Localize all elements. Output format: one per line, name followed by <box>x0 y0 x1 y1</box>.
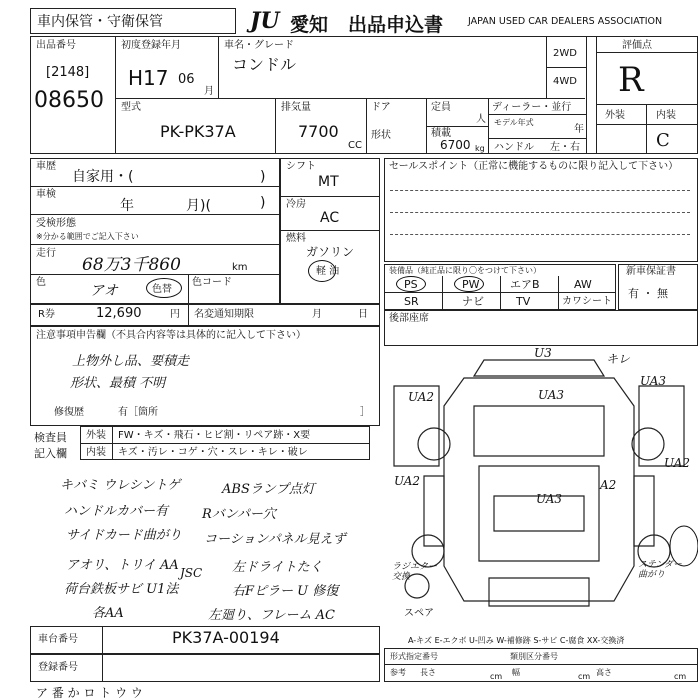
registration-number-row <box>30 654 380 682</box>
equipment-label: 装備品（純正品に限り〇をつけて下さい） <box>389 266 541 275</box>
equipment-item-pw: PW <box>462 278 480 291</box>
remarks-brace: JSC <box>180 566 203 580</box>
score-value: R <box>618 60 644 100</box>
inspector-interior-items: キズ・汚レ・コゲ・穴・スレ・キレ・破レ <box>118 447 308 458</box>
handle-label: ハンドル <box>494 142 534 153</box>
color-change: 色替 <box>152 284 172 295</box>
remark-8: 左ドライトたく <box>232 560 323 575</box>
damage-mark-kire: キレ <box>606 352 630 366</box>
mileage-label: 走行 <box>36 248 56 259</box>
damage-mark-ua2-side: UA2 <box>394 474 421 488</box>
remark-4: Rバンパー穴 <box>202 507 276 522</box>
lot-number: 08650 <box>34 88 104 113</box>
model-year-label: モデル年式 <box>494 118 534 127</box>
notes-line-1: 上物外し品、要積走 <box>72 354 190 369</box>
registration-year: H17 <box>128 66 169 90</box>
width-label: 幅 <box>512 668 520 677</box>
registration-number-label: 登録番号 <box>38 662 78 673</box>
handle-options: 左・右 <box>550 142 580 153</box>
chassis-label: 車台番号 <box>38 634 78 645</box>
ju-logo: JU <box>250 8 280 34</box>
remark-1: キバミ ウレシントゲ <box>60 478 181 493</box>
remark-12: 左廻り、フレーム AC <box>208 608 335 623</box>
category-number-label: 類別区分番号 <box>510 652 558 661</box>
tax-label: R券 <box>38 309 55 320</box>
storage-note: 車内保管・守衛保管 <box>37 14 163 30</box>
org-name: 愛知 <box>290 14 329 36</box>
width-unit: cm <box>578 672 591 681</box>
equipment-item-navi: ナビ <box>462 295 484 308</box>
repair-value: 有［箇所 <box>118 407 158 418</box>
equipment-item-leather: カワシート <box>562 296 612 307</box>
remark-6: コーションパネル見えず <box>204 532 346 547</box>
aircon-value: AC <box>320 210 340 226</box>
name-change-month: 月 <box>312 309 322 320</box>
year-unit: 年 <box>574 124 584 135</box>
remark-10: 右Fピラー U 修復 <box>232 584 339 599</box>
load-label: 積載 <box>431 128 451 139</box>
pw-circle <box>454 276 484 292</box>
dealer-label: ディーラー・並行 <box>492 102 572 113</box>
damage-mark-ua3-right: UA3 <box>640 374 667 388</box>
inspector-interior-label: 内装 <box>86 447 106 458</box>
length-unit: cm <box>490 672 503 681</box>
remark-7: アオリ、トリイ AA <box>66 558 179 573</box>
fuel-other: 軽 油 <box>316 266 340 277</box>
damage-mark-ua2-left: UA2 <box>408 390 435 404</box>
sales-point-label: セールスポイント（正常に機能するものに限り記入して下さい） <box>389 161 679 172</box>
color-change-circle <box>146 278 182 298</box>
score-label: 評価点 <box>622 40 652 51</box>
load-value: 6700 <box>440 138 471 152</box>
model-value: PK-PK37A <box>160 122 236 141</box>
damage-mark-u3: U3 <box>534 346 552 360</box>
inspector-exterior-label: 外装 <box>86 430 106 441</box>
mileage-value: 68万3千860 <box>82 255 181 275</box>
rear-seat-box <box>384 310 698 346</box>
storage-note-box <box>30 8 236 34</box>
load-unit: kg <box>475 144 485 153</box>
damage-mark-ua3-front: UA3 <box>538 388 565 402</box>
tax-value: 12,690 <box>96 306 142 321</box>
fuel-label: 燃料 <box>286 233 306 244</box>
repair-label: 修復歴 <box>54 407 84 418</box>
drive-4wd: 4WD <box>553 76 577 87</box>
fuel-circle <box>308 260 336 282</box>
drive-2wd: 2WD <box>553 48 577 59</box>
remark-9: 荷台鉄板サビ U1法 <box>64 582 179 597</box>
reference-label: 参考 <box>390 668 406 677</box>
spare-label: スペア <box>404 608 434 619</box>
damage-mark-radiator: ラジエター交換 <box>392 562 438 582</box>
form-title: 出品申込書 <box>348 14 444 36</box>
door-label: ドア <box>371 102 391 113</box>
registration-label: 初度登録年月 <box>121 40 181 51</box>
history-value: 自家用・( <box>72 169 134 185</box>
color-code-label: 色コード <box>192 277 232 288</box>
damage-mark-fender: ステンダー曲がり <box>638 560 683 580</box>
top-grid <box>30 36 698 154</box>
height-label: 高さ <box>596 668 612 677</box>
exterior-score-label: 外装 <box>605 110 625 121</box>
equipment-item-aw: AW <box>574 278 592 291</box>
equipment-item-ps: PS <box>404 278 418 291</box>
color-value: アオ <box>90 283 118 299</box>
ps-circle <box>396 276 426 292</box>
capacity-label: 定員 <box>431 102 451 113</box>
notes-label: 注意事項申告欄（不具合内容等は具体的に記入して下さい） <box>36 330 306 341</box>
repair-close: ］ <box>360 407 370 418</box>
type-number-label: 形式指定番号 <box>390 652 438 661</box>
inspector-exterior-items: FW・キズ・飛石・ヒビ割・リペア跡・X要 <box>118 430 311 441</box>
inspection-year: 年 <box>120 198 134 214</box>
color-label: 色 <box>36 277 46 288</box>
interior-score-label: 内装 <box>656 110 676 121</box>
model-label: 型式 <box>121 102 141 113</box>
remark-3: ハンドルカバー有 <box>64 504 169 519</box>
car-name-label: 車名・グレード <box>224 40 294 51</box>
inspection-label: 車検 <box>36 189 56 200</box>
car-name: コンドル <box>232 55 297 74</box>
capacity-unit: 人 <box>476 114 486 125</box>
shape-label: 形状 <box>371 130 391 141</box>
inspection-month: 月)( <box>186 198 211 214</box>
damage-mark-ua3-bed: UA3 <box>536 492 563 506</box>
equipment-item-tv: TV <box>516 295 531 308</box>
name-change-label: 名変通知期限 <box>194 309 254 320</box>
shift-value: MT <box>318 174 339 190</box>
receipt-label: 受検形態 <box>36 218 76 229</box>
inspection-close: ) <box>260 195 266 211</box>
sales-point-box <box>384 158 698 262</box>
chassis-value: PK37A-00194 <box>172 628 280 647</box>
mileage-unit: km <box>232 262 248 273</box>
remark-2: ABSランプ点灯 <box>222 482 315 497</box>
length-label: 長さ <box>420 668 436 677</box>
rear-seat-label: 後部座席 <box>389 313 429 324</box>
remark-5: サイドカード曲がり <box>66 528 182 543</box>
inspector-label: 検査員記入欄 <box>34 431 67 460</box>
damage-mark-a2: A2 <box>600 478 617 492</box>
equipment-item-airbag: エアB <box>510 278 540 291</box>
history-close: ) <box>260 169 266 185</box>
aircon-label: 冷房 <box>286 199 306 210</box>
notes-line-2: 形状、最積 不明 <box>70 376 166 391</box>
interior-score-value: C <box>656 130 670 151</box>
tax-unit: 円 <box>170 309 180 320</box>
receipt-note: ※分かる範囲でご記入下さい <box>36 232 139 241</box>
displacement-unit: CC <box>348 140 362 151</box>
warranty-value: 有 ・ 無 <box>628 287 668 300</box>
height-unit: cm <box>674 672 687 681</box>
name-change-day: 日 <box>358 309 368 320</box>
history-label: 車歴 <box>36 161 56 172</box>
displacement-value: 7700 <box>298 122 339 141</box>
equipment-item-sr: SR <box>404 295 419 308</box>
shift-label: シフト <box>286 161 316 172</box>
registration-month: 06 <box>178 72 195 87</box>
warranty-label: 新車保証書 <box>626 266 676 277</box>
damage-legend: A-キズ E-エクボ U-凹み W-補修跡 S-サビ C-腐食 XX-交換済 <box>408 636 625 645</box>
lot-label: 出品番号 <box>36 40 76 51</box>
remark-11: 各AA <box>92 606 124 621</box>
damage-mark-ua2-right: UA2 <box>664 456 691 470</box>
association-name: JAPAN USED CAR DEALERS ASSOCIATION <box>468 16 663 27</box>
fuel-value: ガソリン <box>306 245 355 259</box>
registration-month-unit: 月 <box>204 86 214 97</box>
lot-sub-number: [2148] <box>46 65 90 80</box>
displacement-label: 排気量 <box>281 102 311 113</box>
footer-partial: ア 番 か ロ ト ウ ウ <box>36 686 143 700</box>
